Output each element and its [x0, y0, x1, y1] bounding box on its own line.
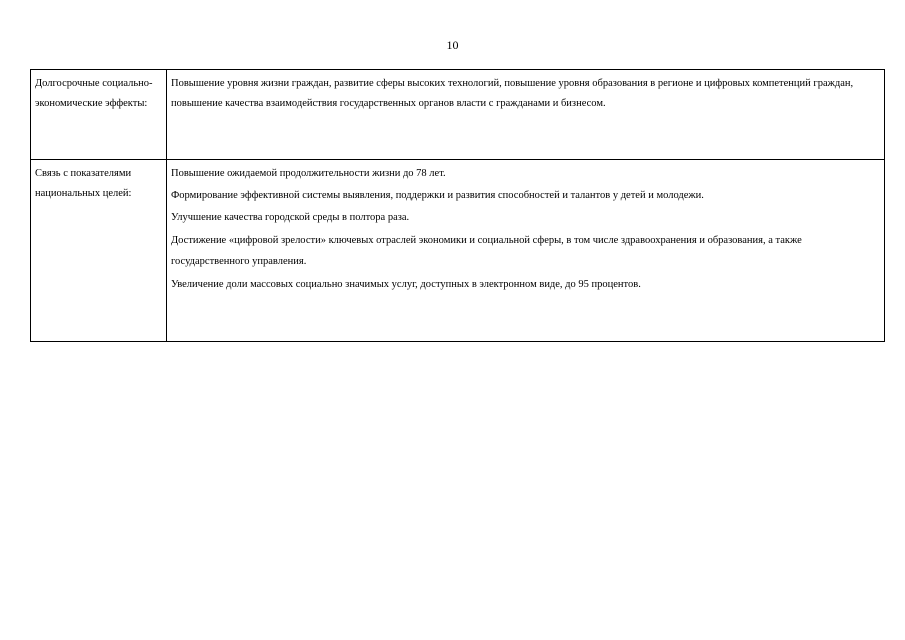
table-row-national-goals [31, 160, 885, 342]
table-row-long-term-effects [31, 70, 885, 160]
goal-item-urban-environment: Улучшение качества городской среды в полтора раза. [171, 212, 410, 223]
goal-item-electronic-services: Увеличение доли массовых социально значимых услуг, доступных в электронном виде, до 95 процентов. [171, 279, 641, 290]
passport-table [30, 69, 885, 342]
content-national-goals [167, 160, 885, 342]
content-long-term-effects: Повышение уровня жизни граждан, развитие сферы высоких технологий, повышение уровня образования в регионе и цифровых компетенций граждан, повышение качества взаимодействия государственных органов власти с гражданами и бизнесом. [167, 70, 885, 160]
goal-item-talents: Формирование эффективной системы выявления, поддержки и развития способностей и талантов у детей и молодежи. [171, 190, 704, 201]
label-long-term-effects: Долгосрочные социально-экономические эффекты: [31, 70, 167, 160]
label-national-goals: Связь с показателями национальных целей: [31, 160, 167, 342]
goal-item-life-expectancy: Повышение ожидаемой продолжительности жизни до 78 лет. [171, 168, 446, 179]
page-number: 10 [446, 38, 459, 52]
goal-item-digital-maturity: Достижение «цифровой зрелости» ключевых отраслей экономики и социальной сферы, в том числе здравоохранения и образования, а также государственного управления. [171, 235, 802, 267]
